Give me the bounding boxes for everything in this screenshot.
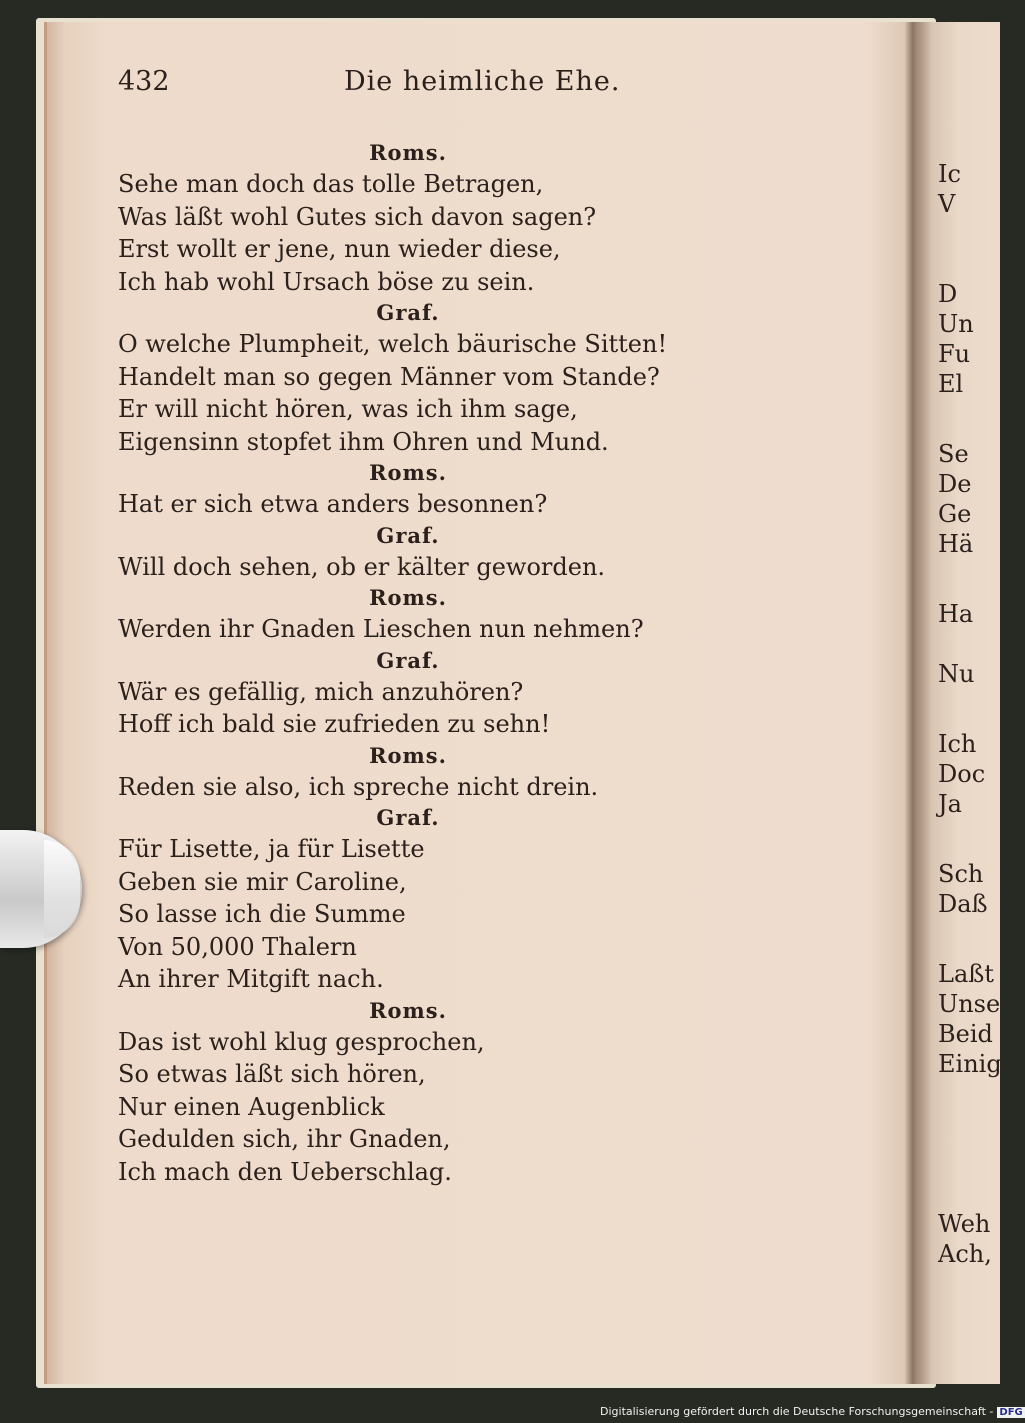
verse-line: Was läßt wohl Gutes sich davon sagen? <box>118 202 597 231</box>
verse-line: Erst wollt er jene, nun wieder diese, <box>118 235 561 263</box>
dialogue-text <box>118 138 838 1188</box>
right-page-fragment: Daß <box>938 890 988 918</box>
speaker-name: Graf. <box>376 647 440 673</box>
speaker-name: Roms. <box>369 997 447 1023</box>
right-page-fragment: Se <box>938 440 969 468</box>
verse-line: Er will nicht hören, was ich ihm sage, <box>118 395 578 423</box>
right-page-fragment: Doc <box>938 760 986 788</box>
verse-line: An ihrer Mitgift nach. <box>118 965 384 993</box>
verse-line: Nur einen Augenblick <box>118 1092 385 1121</box>
right-page-fragment: Einig <box>938 1050 1002 1078</box>
verse-line: Ich mach den Ueberschlag. <box>118 1157 452 1186</box>
verse-line: Werden ihr Gnaden Lieschen nun nehmen? <box>118 615 644 643</box>
verse-line: Hoff ich bald sie zufrieden zu sehn! <box>118 710 551 738</box>
footer-credit <box>600 1405 1023 1421</box>
right-page-fragment: Un <box>938 310 974 338</box>
verse-line: Von 50,000 Thalern <box>118 932 357 961</box>
right-page-fragment: Beid <box>938 1020 993 1048</box>
right-page-fragment: Ic <box>938 160 961 188</box>
right-page-fragment: Ach, <box>938 1240 992 1268</box>
speaker-name: Roms. <box>369 742 447 768</box>
verse-line: Für Lisette, ja für Lisette <box>118 835 425 863</box>
page-header <box>118 62 628 102</box>
verse-line: Will doch sehen, ob er kälter geworden. <box>118 552 606 581</box>
right-page-fragment: Ge <box>938 500 972 528</box>
verse-line: Geben sie mir Caroline, <box>118 867 407 896</box>
right-page <box>918 22 1000 1384</box>
verse-line: Das ist wohl klug gesprochen, <box>118 1027 485 1056</box>
right-page-fragment: Unse <box>938 990 1001 1018</box>
right-page-fragment: El <box>938 370 964 398</box>
right-page-fragment: Ha <box>938 600 974 628</box>
verse-line: Eigensinn stopfet ihm Ohren und Mund. <box>118 427 609 456</box>
verse-line: So lasse ich die Summe <box>118 900 406 928</box>
speaker-name: Graf. <box>376 522 440 548</box>
speaker-name: Graf. <box>376 805 440 830</box>
verse-line: Hat er sich etwa anders besonnen? <box>118 490 548 518</box>
right-page-fragment: Fu <box>938 340 971 368</box>
verse-line: Handelt man so gegen Männer vom Stande? <box>118 362 660 391</box>
verse-line: Gedulden sich, ihr Gnaden, <box>118 1125 451 1153</box>
right-page-fragment: De <box>938 470 972 498</box>
verse-line: O welche Plumpheit, welch bäurische Sitten! <box>118 330 668 358</box>
speaker-name: Roms. <box>369 460 447 485</box>
right-page-fragment: V <box>938 190 956 218</box>
verse-line: Sehe man doch das tolle Betragen, <box>118 170 544 198</box>
verse-line: Wär es gefällig, mich anzuhören? <box>118 677 524 706</box>
speaker-name: Graf. <box>376 300 440 325</box>
verse-line: Reden sie also, ich spreche nicht drein. <box>118 772 599 801</box>
right-page-fragment: Sch <box>938 860 984 888</box>
right-page-fragment: Weh <box>938 1210 991 1238</box>
dfg-logo: DFG <box>999 1407 1023 1418</box>
right-page-fragment: Ja <box>938 790 962 818</box>
running-title: Die heimliche Ehe. <box>344 66 621 97</box>
right-page-fragment: D <box>938 280 958 308</box>
right-page-fragment: Nu <box>938 660 975 688</box>
speaker-name: Roms. <box>369 585 447 610</box>
speaker-name: Roms. <box>369 140 447 165</box>
verse-line: Ich hab wohl Ursach böse zu sein. <box>118 267 535 296</box>
page-number: 432 <box>118 66 170 97</box>
right-page-fragment: Ich <box>938 730 977 758</box>
verse-line: So etwas läßt sich hören, <box>118 1060 426 1088</box>
right-page-fragment: Hä <box>938 530 974 558</box>
right-page-fragment: Laßt <box>938 960 994 988</box>
footer-credit-text: Digitalisierung gefördert durch die Deutsche Forschungsgemeinschaft - <box>600 1405 994 1418</box>
